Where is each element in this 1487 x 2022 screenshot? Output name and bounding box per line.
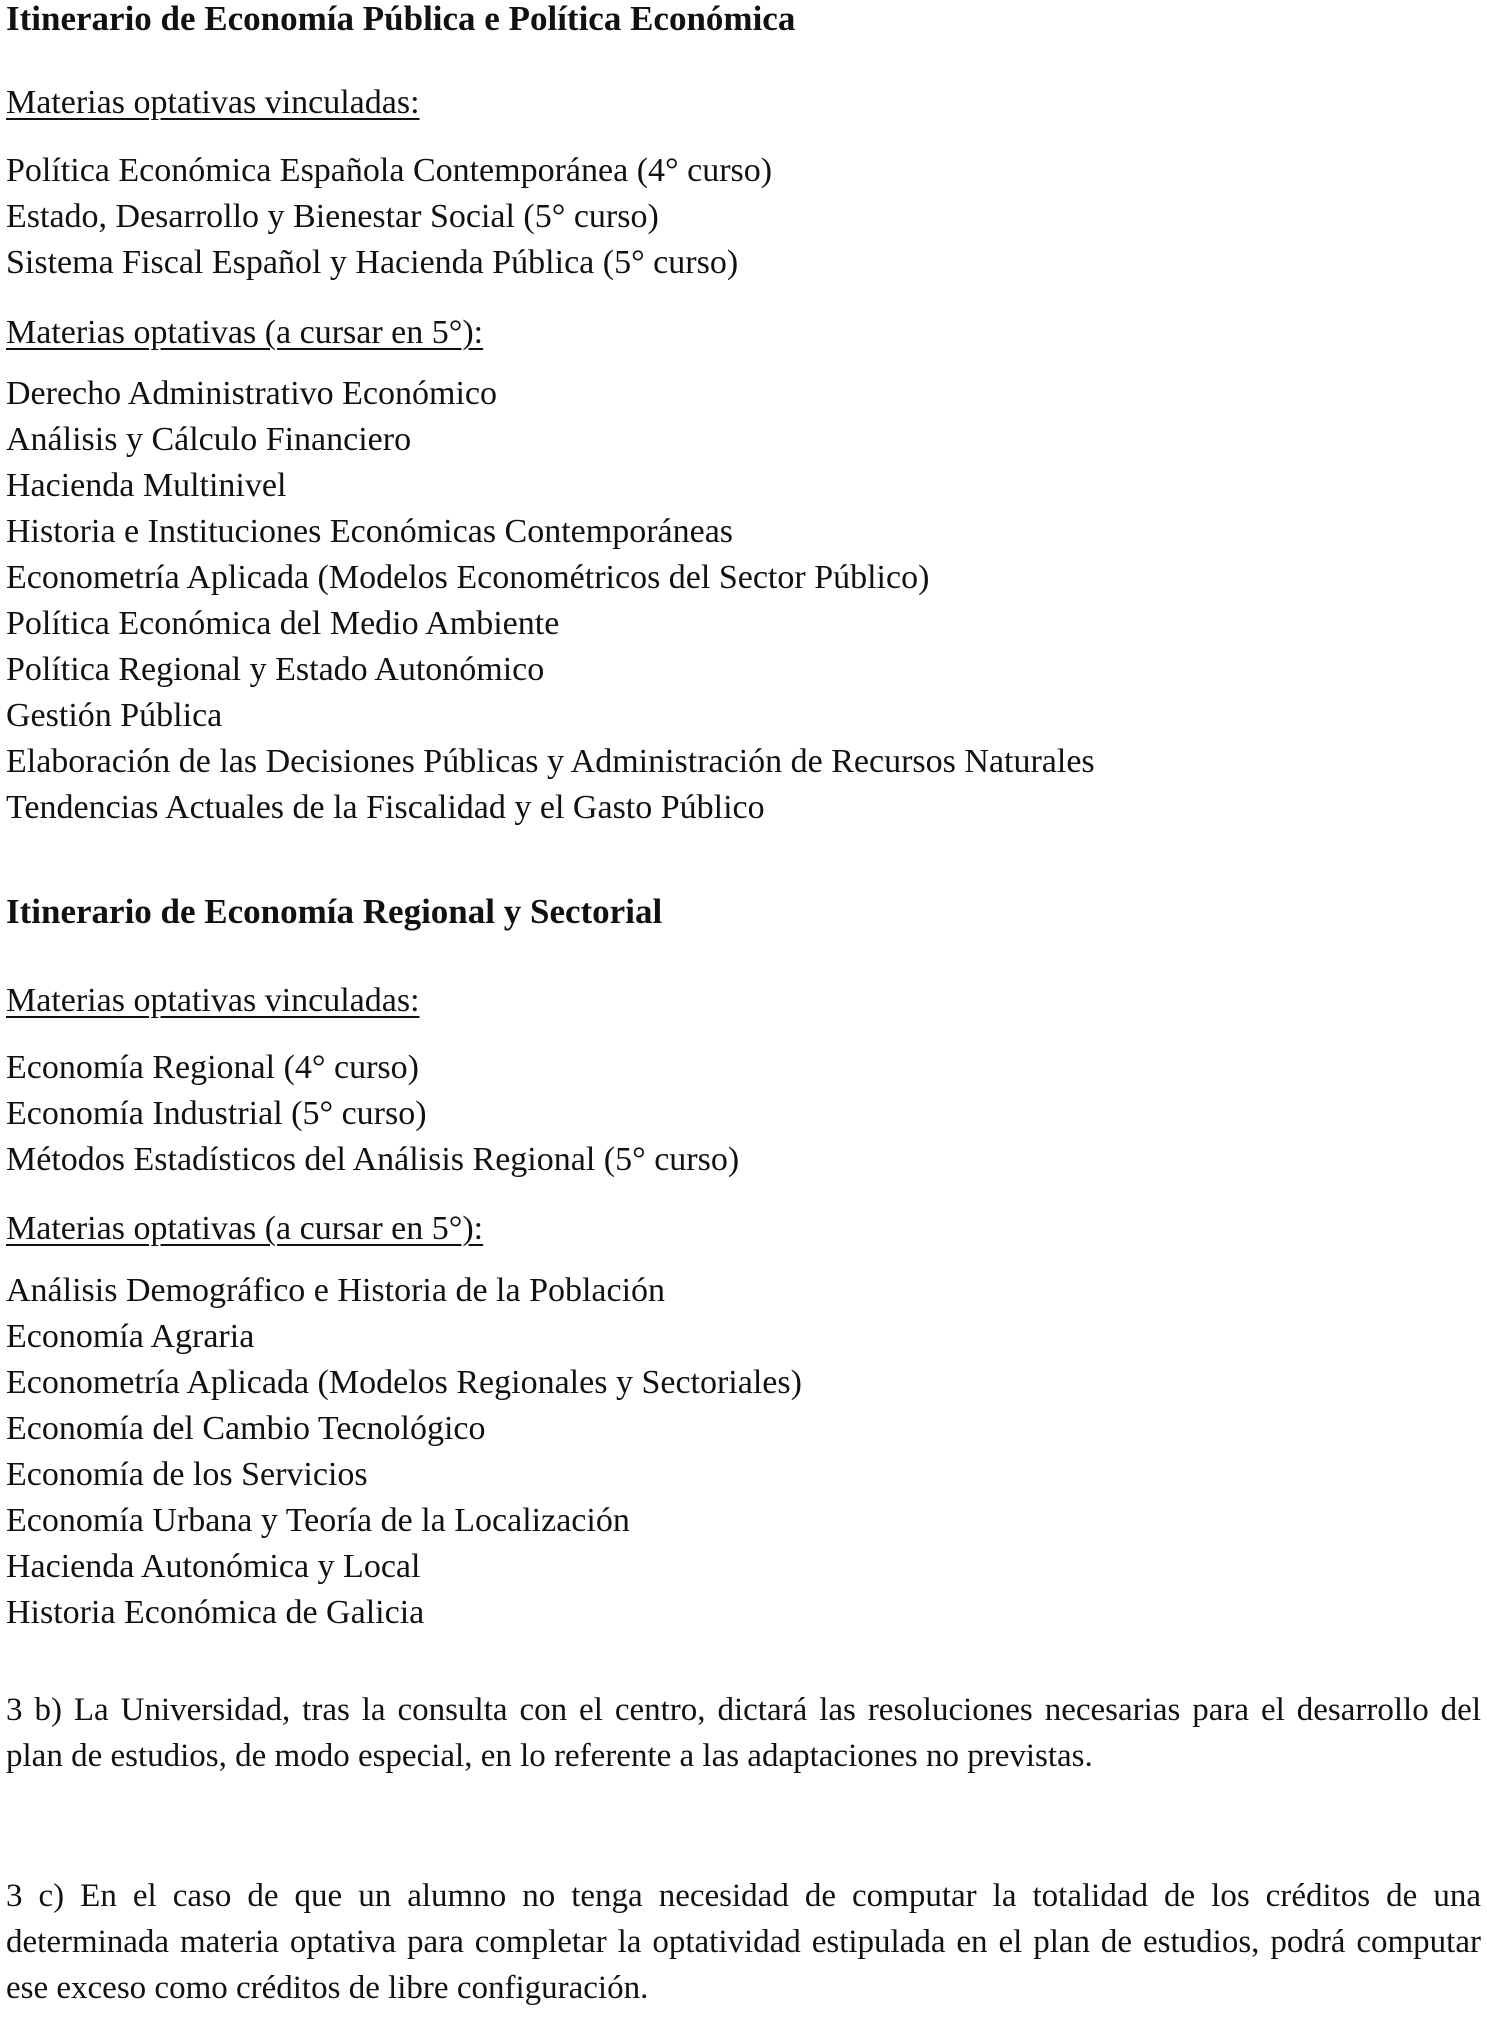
list-item: Economía Urbana y Teoría de la Localización [6, 1502, 630, 1539]
list-item: Métodos Estadísticos del Análisis Regional (5° curso) [6, 1141, 740, 1178]
linked-courses-heading: Materias optativas vinculadas: [6, 982, 420, 1019]
list-item: Econometría Aplicada (Modelos Econométricos del Sector Público) [6, 559, 930, 596]
elective-courses-heading: Materias optativas (a cursar en 5°): [6, 314, 484, 351]
linked-courses-heading: Materias optativas vinculadas: [6, 84, 420, 121]
list-item: Análisis y Cálculo Financiero [6, 421, 412, 458]
elective-courses-list [6, 371, 1095, 831]
list-item: Econometría Aplicada (Modelos Regionales y Sectoriales) [6, 1364, 802, 1401]
list-item: Análisis Demográfico e Historia de la Población [6, 1272, 666, 1309]
list-item: Economía Agraria [6, 1318, 255, 1355]
elective-courses-list [6, 1268, 802, 1636]
linked-courses-list [6, 148, 772, 286]
paragraph-3c: 3 c) En el caso de que un alumno no tenga necesidad de computar la totalidad de los créditos de una determinada materia optativa para completar la optatividad estipulada en el plan de estudios, podrá computar ese exceso como créditos de libre configuración. [6, 1878, 1481, 2006]
linked-courses-list [6, 1045, 739, 1183]
list-item: Política Regional y Estado Autonómico [6, 651, 545, 688]
elective-courses-heading: Materias optativas (a cursar en 5°): [6, 1210, 484, 1247]
list-item: Gestión Pública [6, 697, 223, 734]
list-item: Hacienda Multinivel [6, 467, 287, 504]
list-item: Elaboración de las Decisiones Públicas y Administración de Recursos Naturales [6, 743, 1095, 780]
section-title-economia-regional: Itinerario de Economía Regional y Sectorial [6, 892, 663, 931]
list-item: Economía Industrial (5° curso) [6, 1095, 427, 1132]
list-item: Tendencias Actuales de la Fiscalidad y el Gasto Público [6, 789, 765, 826]
list-item: Economía de los Servicios [6, 1456, 368, 1493]
list-item: Economía Regional (4° curso) [6, 1049, 419, 1086]
list-item: Historia e Instituciones Económicas Contemporáneas [6, 513, 734, 550]
list-item: Derecho Administrativo Económico [6, 375, 497, 412]
list-item: Hacienda Autonómica y Local [6, 1548, 421, 1585]
list-item: Política Económica Española Contemporánea (4° curso) [6, 152, 773, 189]
paragraph-3b: 3 b) La Universidad, tras la consulta con el centro, dictará las resoluciones necesarias para el desarrollo del plan de estudios, de modo especial, en lo referente a las adaptaciones no previstas. [6, 1692, 1481, 1774]
list-item: Sistema Fiscal Español y Hacienda Pública (5° curso) [6, 244, 739, 281]
list-item: Economía del Cambio Tecnológico [6, 1410, 486, 1447]
list-item: Estado, Desarrollo y Bienestar Social (5° curso) [6, 198, 659, 235]
list-item: Historia Económica de Galicia [6, 1594, 425, 1631]
list-item: Política Económica del Medio Ambiente [6, 605, 560, 642]
section-title-economia-publica: Itinerario de Economía Pública e Política Económica [6, 0, 796, 38]
